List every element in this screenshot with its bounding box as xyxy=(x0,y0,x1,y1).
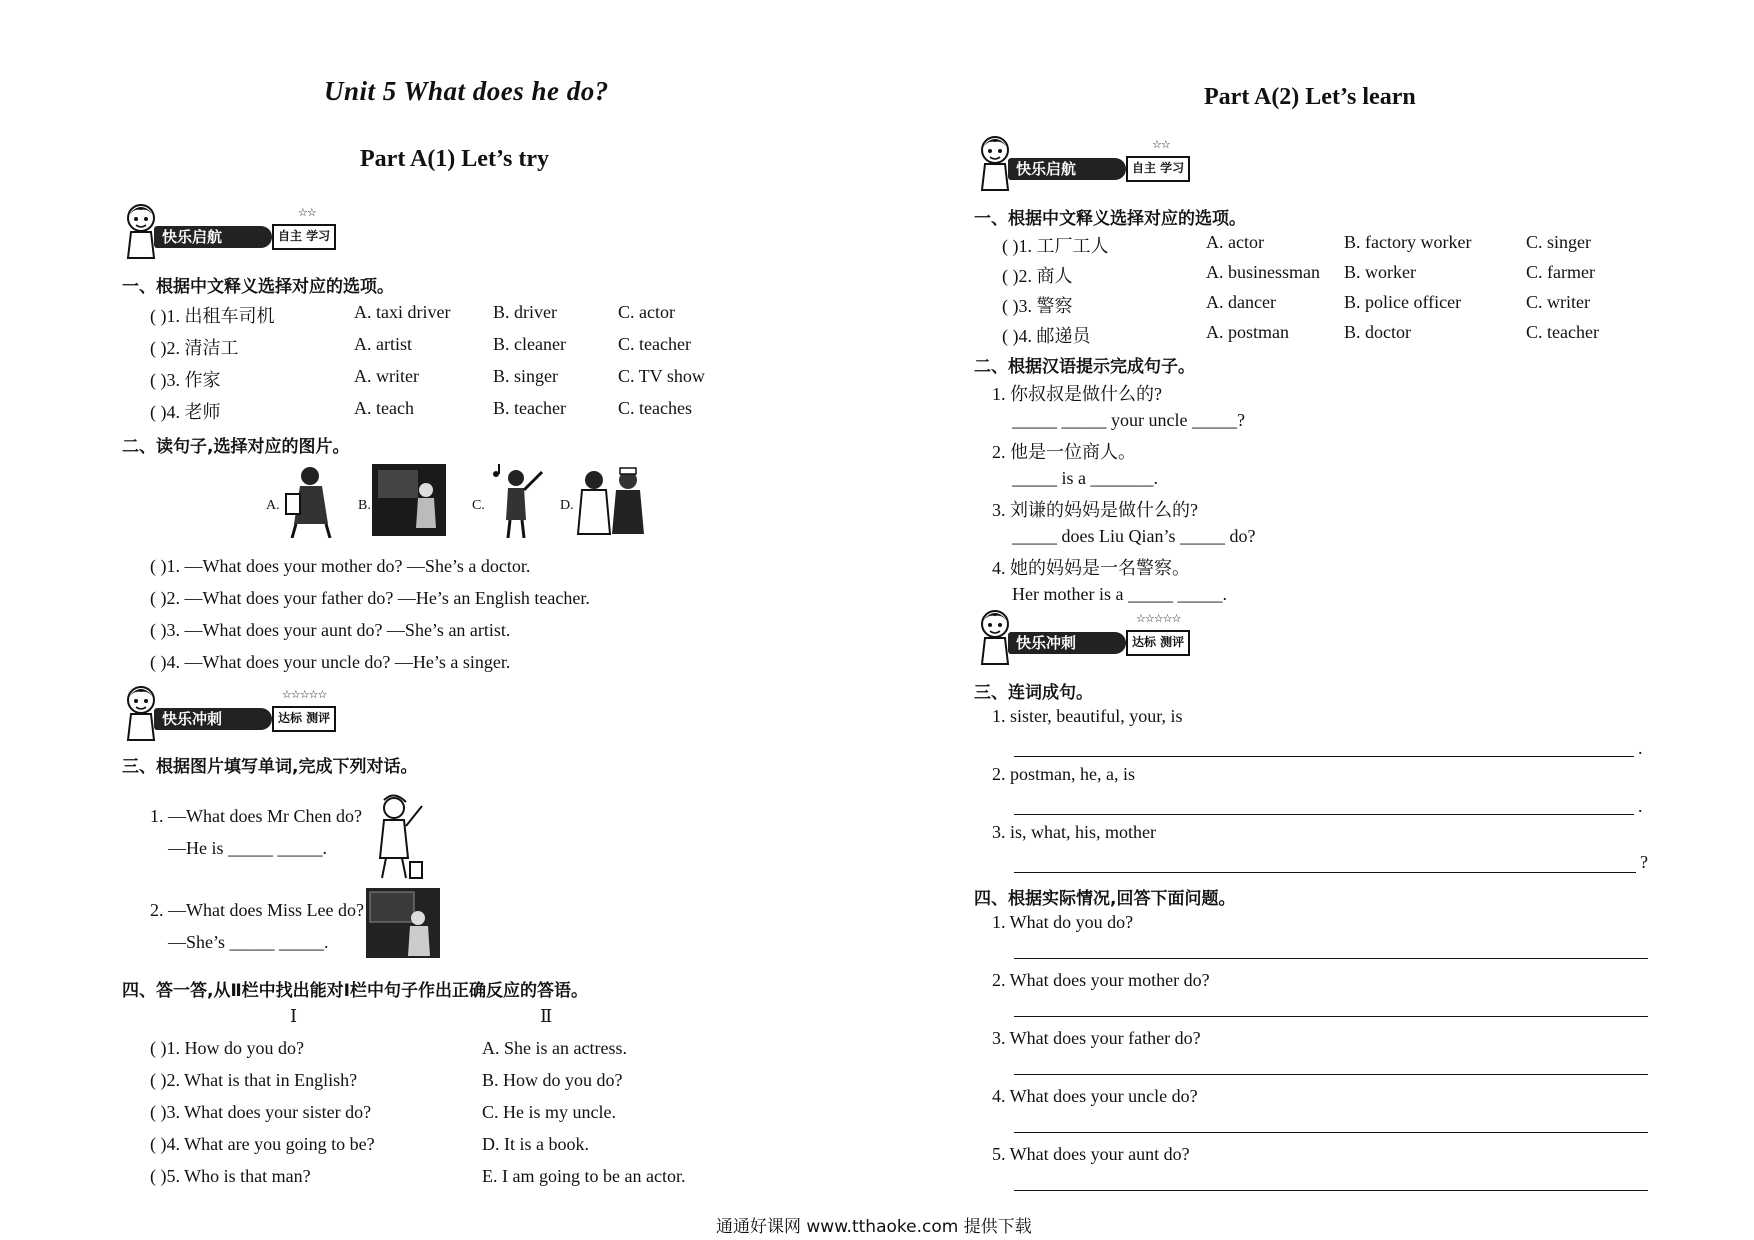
picture-b-teacher xyxy=(372,464,446,536)
footer-watermark: 通通好课网 www.tthaoke.com 提供下载 xyxy=(716,1217,1032,1237)
part-title-right: Part A(2) Let’s learn xyxy=(1204,84,1416,110)
column-i-label: Ⅰ xyxy=(290,1006,298,1026)
banner-kuaile-chongci-left xyxy=(122,684,352,744)
word-set: 3. is, what, his, mother xyxy=(992,822,1156,842)
right-s2-heading: 二、根据汉语提示完成句子。 xyxy=(974,357,1195,377)
match-q: ( )1. How do you do? xyxy=(150,1038,304,1058)
answer-line xyxy=(1014,1074,1648,1075)
picture-a-artist xyxy=(282,464,338,538)
option-b: B. factory worker xyxy=(1344,232,1472,252)
banner-kuaile-qihang-right xyxy=(976,134,1206,194)
dialog-q1: 1. —What does Mr Chen do? xyxy=(150,806,362,826)
match-q: ( )5. Who is that man? xyxy=(150,1166,311,1186)
question: 3. What does your father do? xyxy=(992,1028,1201,1048)
question: 1. What do you do? xyxy=(992,912,1134,932)
fill-line: Her mother is a _____ _____. xyxy=(1012,584,1227,604)
right-s1-heading: 一、根据中文释义选择对应的选项。 xyxy=(974,209,1246,229)
fill-line: _____ _____ your uncle _____? xyxy=(1012,410,1245,430)
list-item: ( )1. —What does your mother do? —She’s a doctor. xyxy=(150,556,531,576)
word-set: 1. sister, beautiful, your, is xyxy=(992,706,1183,726)
pic-label-c: C. xyxy=(472,498,485,513)
fill-line: _____ does Liu Qian’s _____ do? xyxy=(1012,526,1256,546)
list-item-q: ( )3. 作家 xyxy=(150,370,221,390)
option-c: C. singer xyxy=(1526,232,1591,252)
list-item: ( )4. —What does your uncle do? —He’s a singer. xyxy=(150,652,511,672)
list-item: ( )3. —What does your aunt do? —She’s an artist. xyxy=(150,620,511,640)
option-a: A. writer xyxy=(354,366,419,386)
pic-label-b: B. xyxy=(358,498,371,513)
option-c: C. farmer xyxy=(1526,262,1595,282)
list-item-q: ( )3. 警察 xyxy=(1002,296,1073,316)
hint-cn: 4. 她的妈妈是一名警察。 xyxy=(992,558,1190,578)
left-s3-heading: 三、根据图片填写单词,完成下列对话。 xyxy=(122,757,418,777)
list-item-q: ( )1. 工厂工人 xyxy=(1002,236,1109,256)
answer-line xyxy=(1014,756,1634,757)
banner-kuaile-qihang-left xyxy=(122,202,352,262)
option-c: C. writer xyxy=(1526,292,1590,312)
question: 2. What does your mother do? xyxy=(992,970,1210,990)
word-set: 2. postman, he, a, is xyxy=(992,764,1135,784)
answer-line xyxy=(1014,1190,1648,1191)
hint-cn: 1. 你叔叔是做什么的? xyxy=(992,384,1162,404)
fill-line: _____ is a _______. xyxy=(1012,468,1158,488)
left-s1-heading: 一、根据中文释义选择对应的选项。 xyxy=(122,277,394,297)
picture-c-singer xyxy=(484,464,546,538)
answer-line xyxy=(1014,872,1636,873)
option-b: B. worker xyxy=(1344,262,1416,282)
option-c: C. TV show xyxy=(618,366,705,386)
list-item-q: ( )2. 清洁工 xyxy=(150,338,239,358)
match-q: ( )3. What does your sister do? xyxy=(150,1102,372,1122)
picture-teacher-board xyxy=(366,888,440,958)
answer-line xyxy=(1014,1132,1648,1133)
question: 5. What does your aunt do? xyxy=(992,1144,1190,1164)
option-b: B. singer xyxy=(493,366,558,386)
banner-stars: ☆☆ xyxy=(1152,139,1170,151)
option-b: B. doctor xyxy=(1344,322,1411,342)
banner-stars: ☆☆ xyxy=(298,207,316,219)
right-s4-heading: 四、根据实际情况,回答下面问题。 xyxy=(974,889,1236,909)
banner-tag: 自主 学习 xyxy=(272,224,336,250)
match-q: ( )4. What are you going to be? xyxy=(150,1134,375,1154)
dialog-a1: —He is _____ _____. xyxy=(168,838,327,858)
left-s4-heading: 四、答一答,从Ⅱ栏中找出能对Ⅰ栏中句子作出正确反应的答语。 xyxy=(122,981,588,1001)
list-item: ( )2. —What does your father do? —He’s an English teacher. xyxy=(150,588,590,608)
right-s3-heading: 三、连词成句。 xyxy=(974,683,1093,703)
pic-label-a: A. xyxy=(266,498,280,513)
option-a: A. actor xyxy=(1206,232,1264,252)
hint-cn: 2. 他是一位商人。 xyxy=(992,442,1136,462)
left-s2-heading: 二、读句子,选择对应的图片。 xyxy=(122,437,350,457)
list-item-q: ( )1. 出租车司机 xyxy=(150,306,275,326)
match-a: D. It is a book. xyxy=(482,1134,589,1154)
line-end-punct: ? xyxy=(1640,852,1648,872)
dialog-q2: 2. —What does Miss Lee do? xyxy=(150,900,364,920)
option-a: A. artist xyxy=(354,334,412,354)
column-ii-label: Ⅱ xyxy=(540,1006,553,1026)
list-item-q: ( )4. 老师 xyxy=(150,402,221,422)
banner-kuaile-chongci-right xyxy=(976,608,1206,668)
list-item-q: ( )4. 邮递员 xyxy=(1002,326,1091,346)
answer-line xyxy=(1014,958,1648,959)
option-b: B. teacher xyxy=(493,398,566,418)
part-title-left: Part A(1) Let’s try xyxy=(360,146,550,172)
option-c: C. teacher xyxy=(1526,322,1599,342)
banner-tag: 达标 测评 xyxy=(1126,630,1190,656)
match-a: B. How do you do? xyxy=(482,1070,623,1090)
option-c: C. teacher xyxy=(618,334,691,354)
hint-cn: 3. 刘谦的妈妈是做什么的? xyxy=(992,500,1198,520)
match-a: A. She is an actress. xyxy=(482,1038,627,1058)
banner-title: 快乐启航 xyxy=(154,226,272,248)
option-a: A. dancer xyxy=(1206,292,1276,312)
option-c: C. actor xyxy=(618,302,675,322)
option-a: A. businessman xyxy=(1206,262,1320,282)
option-b: B. cleaner xyxy=(493,334,566,354)
match-a: C. He is my uncle. xyxy=(482,1102,616,1122)
option-a: A. teach xyxy=(354,398,414,418)
banner-title: 快乐启航 xyxy=(1008,158,1126,180)
unit-title: Unit 5 What does he do? xyxy=(324,76,609,106)
match-a: E. I am going to be an actor. xyxy=(482,1166,686,1186)
question: 4. What does your uncle do? xyxy=(992,1086,1198,1106)
dialog-a2: —She’s _____ _____. xyxy=(168,932,329,952)
line-end-punct: . xyxy=(1638,738,1643,758)
banner-stars: ☆☆☆☆☆ xyxy=(1136,613,1181,625)
pic-label-d: D. xyxy=(560,498,574,513)
answer-line xyxy=(1014,814,1634,815)
picture-cleaner xyxy=(366,792,428,882)
option-a: A. taxi driver xyxy=(354,302,451,322)
answer-line xyxy=(1014,1016,1648,1017)
banner-stars: ☆☆☆☆☆ xyxy=(282,689,327,701)
banner-title: 快乐冲刺 xyxy=(1008,632,1126,654)
list-item-q: ( )2. 商人 xyxy=(1002,266,1073,286)
picture-d-doctor xyxy=(572,464,650,538)
option-b: B. police officer xyxy=(1344,292,1462,312)
option-a: A. postman xyxy=(1206,322,1289,342)
banner-title: 快乐冲刺 xyxy=(154,708,272,730)
line-end-punct: . xyxy=(1638,796,1643,816)
banner-tag: 自主 学习 xyxy=(1126,156,1190,182)
match-q: ( )2. What is that in English? xyxy=(150,1070,358,1090)
option-b: B. driver xyxy=(493,302,557,322)
banner-tag: 达标 测评 xyxy=(272,706,336,732)
option-c: C. teaches xyxy=(618,398,692,418)
